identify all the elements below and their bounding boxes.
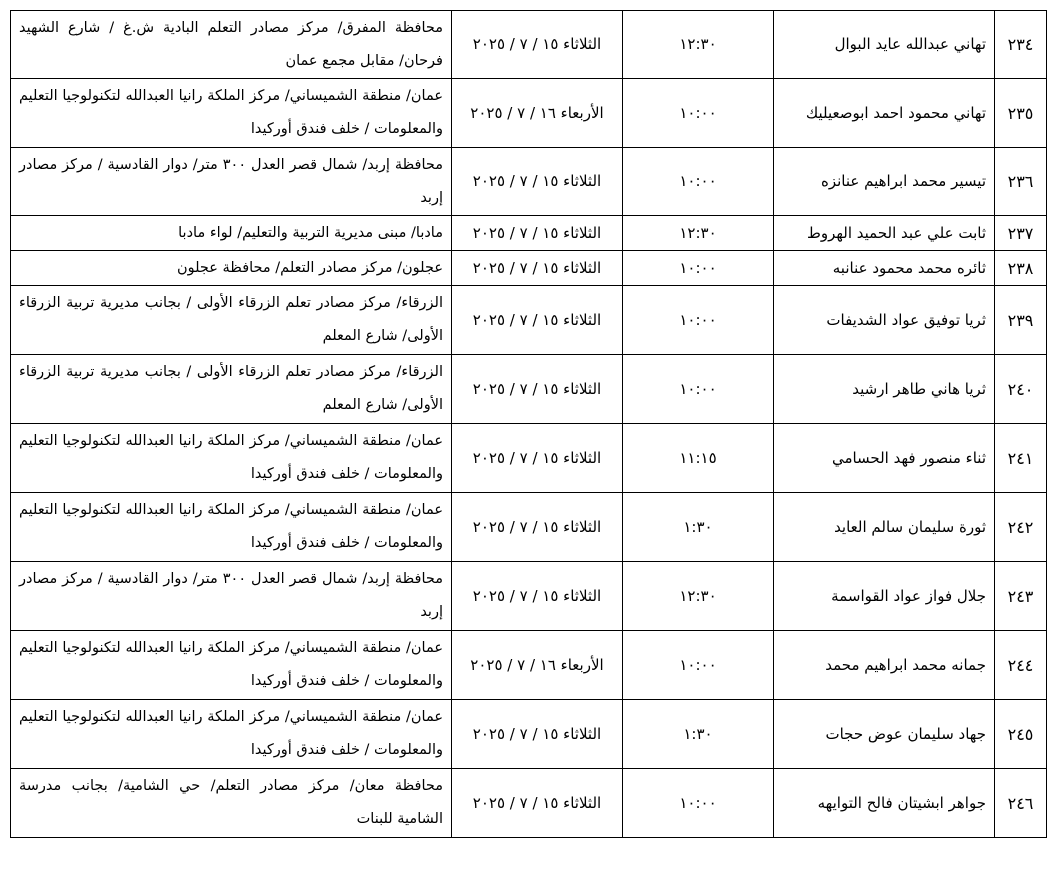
appointment-time: ١٠:٠٠ [623, 769, 774, 838]
appointment-time: ١٠:٠٠ [623, 79, 774, 148]
appointment-time: ١:٣٠ [623, 700, 774, 769]
table-row [11, 769, 1047, 838]
row-number: ٢٣٨ [995, 251, 1047, 286]
person-name: ثريا هاني طاهر ارشيد [774, 355, 995, 424]
appointment-date: الثلاثاء ١٥ / ٧ / ٢٠٢٥ [452, 216, 623, 251]
appointment-time: ١٢:٣٠ [623, 562, 774, 631]
location: عمان/ منطقة الشميساني/ مركز الملكة رانيا العبدالله لتكنولوجيا التعليم والمعلومات / خلف فندق أوركيدا [11, 700, 452, 769]
location: محافظة إربد/ شمال قصر العدل ٣٠٠ متر/ دوار القادسية / مركز مصادر إربد [11, 148, 452, 216]
row-number: ٢٤٦ [995, 769, 1047, 838]
person-name: جهاد سليمان عوض حجات [774, 700, 995, 769]
appointment-time: ١:٣٠ [623, 493, 774, 562]
row-number: ٢٤٠ [995, 355, 1047, 424]
person-name: ثورة سليمان سالم العايد [774, 493, 995, 562]
person-name: ثابت علي عبد الحميد الهروط [774, 216, 995, 251]
table-row [11, 355, 1047, 424]
row-number: ٢٤٥ [995, 700, 1047, 769]
location: عمان/ منطقة الشميساني/ مركز الملكة رانيا العبدالله لتكنولوجيا التعليم والمعلومات / خلف فندق أوركيدا [11, 424, 452, 493]
location: محافظة المفرق/ مركز مصادر التعلم البادية ش.غ / شارع الشهيد فرحان/ مقابل مجمع عمان [11, 11, 452, 79]
location: محافظة معان/ مركز مصادر التعلم/ حي الشامية/ بجانب مدرسة الشامية للبنات [11, 769, 452, 838]
appointment-time: ١١:١٥ [623, 424, 774, 493]
location: الزرقاء/ مركز مصادر تعلم الزرقاء الأولى / بجانب مديرية تربية الزرقاء الأولى/ شارع المعلم [11, 355, 452, 424]
location: عمان/ منطقة الشميساني/ مركز الملكة رانيا العبدالله لتكنولوجيا التعليم والمعلومات / خلف فندق أوركيدا [11, 79, 452, 148]
person-name: تهاني عبدالله عايد البوال [774, 11, 995, 79]
appointment-date: الثلاثاء ١٥ / ٧ / ٢٠٢٥ [452, 251, 623, 286]
table-row [11, 424, 1047, 493]
table-row [11, 562, 1047, 631]
appointment-date: الثلاثاء ١٥ / ٧ / ٢٠٢٥ [452, 11, 623, 79]
table-row [11, 286, 1047, 355]
person-name: تهاني محمود احمد ابوصعيليك [774, 79, 995, 148]
row-number: ٢٤٢ [995, 493, 1047, 562]
row-number: ٢٣٩ [995, 286, 1047, 355]
appointment-date: الثلاثاء ١٥ / ٧ / ٢٠٢٥ [452, 493, 623, 562]
location: عمان/ منطقة الشميساني/ مركز الملكة رانيا العبدالله لتكنولوجيا التعليم والمعلومات / خلف فندق أوركيدا [11, 631, 452, 700]
appointment-time: ١٠:٠٠ [623, 251, 774, 286]
table-row [11, 251, 1047, 286]
appointment-date: الثلاثاء ١٥ / ٧ / ٢٠٢٥ [452, 148, 623, 216]
table-row [11, 216, 1047, 251]
person-name: تيسير محمد ابراهيم عنانزه [774, 148, 995, 216]
appointment-time: ١٠:٠٠ [623, 355, 774, 424]
person-name: ثائره محمد محمود عنانبه [774, 251, 995, 286]
appointment-date: الثلاثاء ١٥ / ٧ / ٢٠٢٥ [452, 286, 623, 355]
row-number: ٢٣٧ [995, 216, 1047, 251]
table-row [11, 493, 1047, 562]
appointment-date: الأربعاء ١٦ / ٧ / ٢٠٢٥ [452, 631, 623, 700]
location: عمان/ منطقة الشميساني/ مركز الملكة رانيا العبدالله لتكنولوجيا التعليم والمعلومات / خلف فندق أوركيدا [11, 493, 452, 562]
row-number: ٢٣٦ [995, 148, 1047, 216]
row-number: ٢٤١ [995, 424, 1047, 493]
location: مادبا/ مبنى مديرية التربية والتعليم/ لواء مادبا [11, 216, 452, 251]
appointment-date: الثلاثاء ١٥ / ٧ / ٢٠٢٥ [452, 700, 623, 769]
appointment-date: الأربعاء ١٦ / ٧ / ٢٠٢٥ [452, 79, 623, 148]
table-row [11, 148, 1047, 216]
appointment-date: الثلاثاء ١٥ / ٧ / ٢٠٢٥ [452, 355, 623, 424]
table-row [11, 700, 1047, 769]
appointment-date: الثلاثاء ١٥ / ٧ / ٢٠٢٥ [452, 562, 623, 631]
person-name: جواهر ابشيتان فالح التوايهه [774, 769, 995, 838]
person-name: جمانه محمد ابراهيم محمد [774, 631, 995, 700]
table-row [11, 79, 1047, 148]
appointment-time: ١٠:٠٠ [623, 148, 774, 216]
appointment-time: ١٠:٠٠ [623, 286, 774, 355]
row-number: ٢٣٤ [995, 11, 1047, 79]
appointment-time: ١٠:٠٠ [623, 631, 774, 700]
person-name: ثريا توفيق عواد الشديفات [774, 286, 995, 355]
person-name: جلال فواز عواد القواسمة [774, 562, 995, 631]
row-number: ٢٤٣ [995, 562, 1047, 631]
appointment-time: ١٢:٣٠ [623, 11, 774, 79]
appointment-date: الثلاثاء ١٥ / ٧ / ٢٠٢٥ [452, 424, 623, 493]
location: عجلون/ مركز مصادر التعلم/ محافظة عجلون [11, 251, 452, 286]
row-number: ٢٤٤ [995, 631, 1047, 700]
appointment-date: الثلاثاء ١٥ / ٧ / ٢٠٢٥ [452, 769, 623, 838]
row-number: ٢٣٥ [995, 79, 1047, 148]
person-name: ثناء منصور فهد الحسامي [774, 424, 995, 493]
location: الزرقاء/ مركز مصادر تعلم الزرقاء الأولى / بجانب مديرية تربية الزرقاء الأولى/ شارع المعلم [11, 286, 452, 355]
table-row [11, 631, 1047, 700]
table-row [11, 11, 1047, 79]
appointment-time: ١٢:٣٠ [623, 216, 774, 251]
schedule-table [10, 10, 1047, 838]
location: محافظة إربد/ شمال قصر العدل ٣٠٠ متر/ دوار القادسية / مركز مصادر إربد [11, 562, 452, 631]
